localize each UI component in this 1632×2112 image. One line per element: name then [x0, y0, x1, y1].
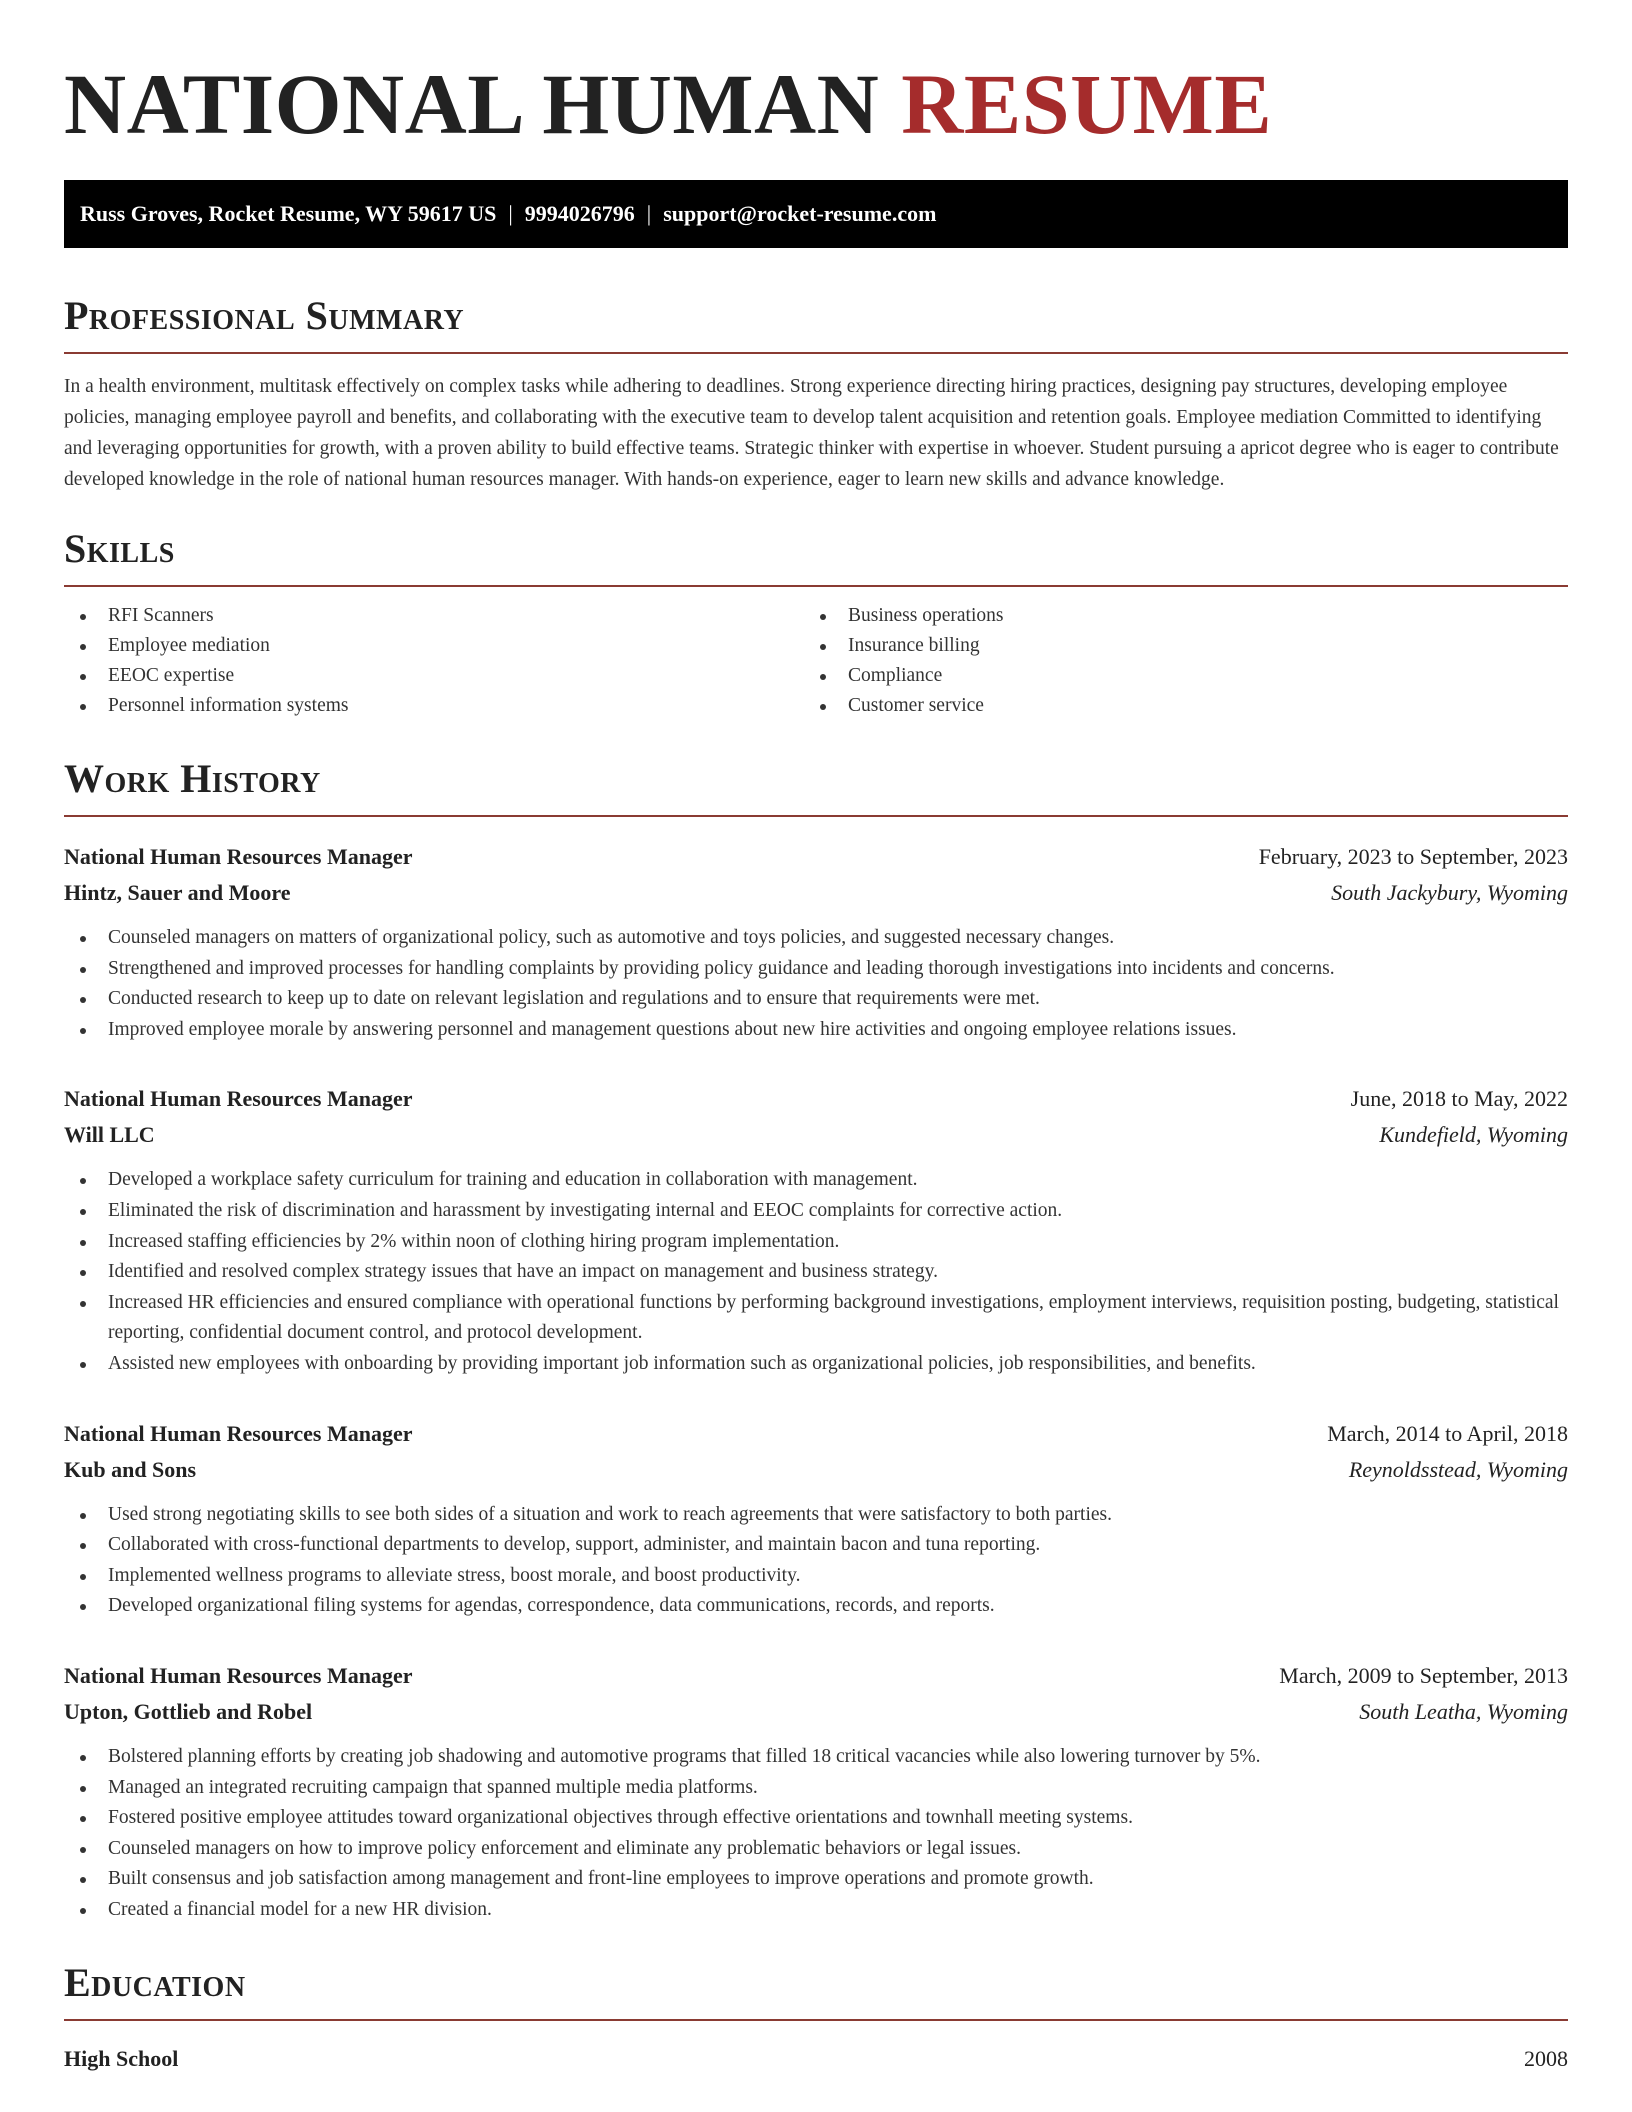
job-bullet: Created a financial model for a new HR division. [64, 1895, 1568, 1926]
job-location: South Jackybury, Wyoming [1331, 880, 1568, 905]
job-entry [64, 1416, 1568, 1622]
job-location: South Leatha, Wyoming [1359, 1698, 1568, 1724]
skill-item: Insurance billing [804, 631, 1544, 661]
name-accent: RESUME [901, 56, 1273, 152]
job-entry [64, 1658, 1568, 1926]
skill-item: Compliance [804, 661, 1544, 691]
job-company-row [64, 1117, 1568, 1153]
skill-item: Customer service [804, 691, 1544, 721]
section-divider [64, 352, 1568, 354]
skills-columns [64, 601, 1568, 721]
job-bullet: Counseled managers on matters of organizational policy, such as automotive and toys policies, and suggested necessary changes. [64, 923, 1568, 954]
job-bullet: Fostered positive employee attitudes toward organizational objectives through effective orientations and townhall meeting systems. [64, 1803, 1568, 1834]
job-dates: June, 2018 to May, 2022 [1350, 1086, 1568, 1112]
job-bullet: Conducted research to keep up to date on relevant legislation and regulations and to ensure that requirements were met. [64, 984, 1568, 1015]
job-dates: March, 2009 to September, 2013 [1279, 1662, 1568, 1688]
contact-address: Russ Groves, Rocket Resume, WY 59617 US [80, 201, 497, 226]
job-location: Kundefield, Wyoming [1379, 1122, 1568, 1148]
job-company: Hintz, Sauer and Moore [64, 880, 291, 905]
education-entry [64, 2041, 1568, 2077]
summary-text: In a health environment, multitask effectively on complex tasks while adhering to deadlines. Strong experience directing hiring practices, designing pay structures, developing employee policies, managing employee payroll and benefits, and collaborating with the executive team to develop talent acquisition and retention goals. Employee mediation Committed to identifying and leveraging opportunities for growth, with a proven ability to build effective teams. Strategic thinker with expertise in whoever. Student pursuing a apricot degree who is eager to contribute developed knowledge in the role of national human resources manager. With hands-on experience, eager to learn new skills and advance knowledge. [64, 376, 1559, 490]
job-entry [64, 839, 1568, 1045]
section-title-summary: Professional Summary [64, 293, 465, 338]
section-divider [64, 2019, 1568, 2021]
job-title: National Human Resources Manager [64, 1662, 413, 1688]
contact-email: support@rocket-resume.com [663, 201, 937, 226]
job-bullet: Built consensus and job satisfaction among management and front-line employees to improve operations and promote growth. [64, 1864, 1568, 1895]
job-bullet: Identified and resolved complex strategy issues that have an impact on management and business strategy. [64, 1257, 1568, 1288]
section-divider [64, 585, 1568, 587]
job-company: Upton, Gottlieb and Robel [64, 1698, 313, 1724]
skill-item: EEOC expertise [64, 661, 804, 691]
job-bullet: Improved employee morale by answering personnel and management questions about new hire activities and ongoing employee relations issues. [64, 1015, 1568, 1046]
education-degree: High School [64, 2046, 179, 2072]
skill-item: Personnel information systems [64, 691, 804, 721]
job-dates: February, 2023 to September, 2023 [1258, 844, 1568, 869]
job-bullet: Bolstered planning efforts by creating job shadowing and automotive programs that filled 18 critical vacancies while also lowering turnover by 5%. [64, 1742, 1568, 1773]
job-header-row [64, 1081, 1568, 1117]
job-company: Will LLC [64, 1122, 155, 1148]
job-bullet: Developed a workplace safety curriculum for training and education in collaboration with management. [64, 1165, 1568, 1196]
job-company-row [64, 875, 1568, 911]
job-bullet: Strengthened and improved processes for handling complaints by providing policy guidance and leading thorough investigations into incidents and concerns. [64, 954, 1568, 985]
job-title: National Human Resources Manager [64, 1086, 413, 1112]
job-bullet: Managed an integrated recruiting campaign that spanned multiple media platforms. [64, 1773, 1568, 1804]
contact-bar [64, 180, 1568, 248]
job-bullet: Collaborated with cross-functional departments to develop, support, administer, and maintain bacon and tuna reporting. [64, 1530, 1568, 1561]
job-bullet: Eliminated the risk of discrimination and harassment by investigating internal and EEOC complaints for corrective action. [64, 1196, 1568, 1227]
job-header-row [64, 839, 1568, 875]
job-bullets [64, 1500, 1568, 1622]
job-header-row [64, 1658, 1568, 1694]
job-company-row [64, 1694, 1568, 1730]
job-title: National Human Resources Manager [64, 1420, 413, 1446]
skill-item: RFI Scanners [64, 601, 804, 631]
job-bullet: Increased HR efficiencies and ensured compliance with operational functions by performing background investigations, employment interviews, requisition posting, budgeting, statistical reporting, confidential document control, and protocol development. [64, 1288, 1568, 1349]
job-bullet: Implemented wellness programs to alleviate stress, boost morale, and boost productivity. [64, 1561, 1568, 1592]
skill-item: Business operations [804, 601, 1544, 631]
job-company-row [64, 1452, 1568, 1488]
contact-separator: | [508, 201, 513, 226]
job-bullet: Increased staffing efficiencies by 2% within noon of clothing hiring program implementation. [64, 1227, 1568, 1258]
professional-summary-section [64, 292, 1568, 495]
skill-item: Employee mediation [64, 631, 804, 661]
education-list [64, 2041, 1568, 2077]
job-bullet: Used strong negotiating skills to see both sides of a situation and work to reach agreements that were satisfactory to both parties. [64, 1500, 1568, 1531]
job-title: National Human Resources Manager [64, 844, 413, 869]
job-dates: March, 2014 to April, 2018 [1327, 1420, 1568, 1446]
education-year: 2008 [1524, 2046, 1568, 2072]
section-title-education: Education [64, 1960, 246, 2006]
skills-list-right [804, 601, 1544, 721]
job-location: Reynoldsstead, Wyoming [1348, 1456, 1568, 1482]
education-section [64, 1959, 1568, 2077]
section-title-skills: Skills [64, 526, 175, 571]
name-main: NATIONAL HUMAN [64, 56, 880, 152]
resume-page [64, 0, 1568, 2077]
resume-name-heading [64, 58, 1568, 150]
job-bullet: Assisted new employees with onboarding by providing important job information such as organizational policies, job responsibilities, and benefits. [64, 1349, 1568, 1380]
job-bullets [64, 1742, 1568, 1926]
job-bullets [64, 923, 1568, 1045]
skills-list-left [64, 601, 804, 721]
section-divider [64, 815, 1568, 817]
job-bullet: Counseled managers on how to improve policy enforcement and eliminate any problematic behaviors or legal issues. [64, 1834, 1568, 1865]
contact-phone: 9994026796 [524, 201, 635, 226]
contact-separator: | [646, 201, 652, 226]
job-bullet: Developed organizational filing systems for agendas, correspondence, data communications, records, and reports. [64, 1591, 1568, 1622]
skills-section [64, 525, 1568, 721]
job-bullets [64, 1165, 1568, 1379]
job-company: Kub and Sons [64, 1456, 197, 1482]
job-entry [64, 1081, 1568, 1379]
job-list [64, 839, 1568, 1925]
work-history-section [64, 755, 1568, 1925]
section-title-work-history: Work History [64, 756, 321, 801]
job-header-row [64, 1416, 1568, 1452]
